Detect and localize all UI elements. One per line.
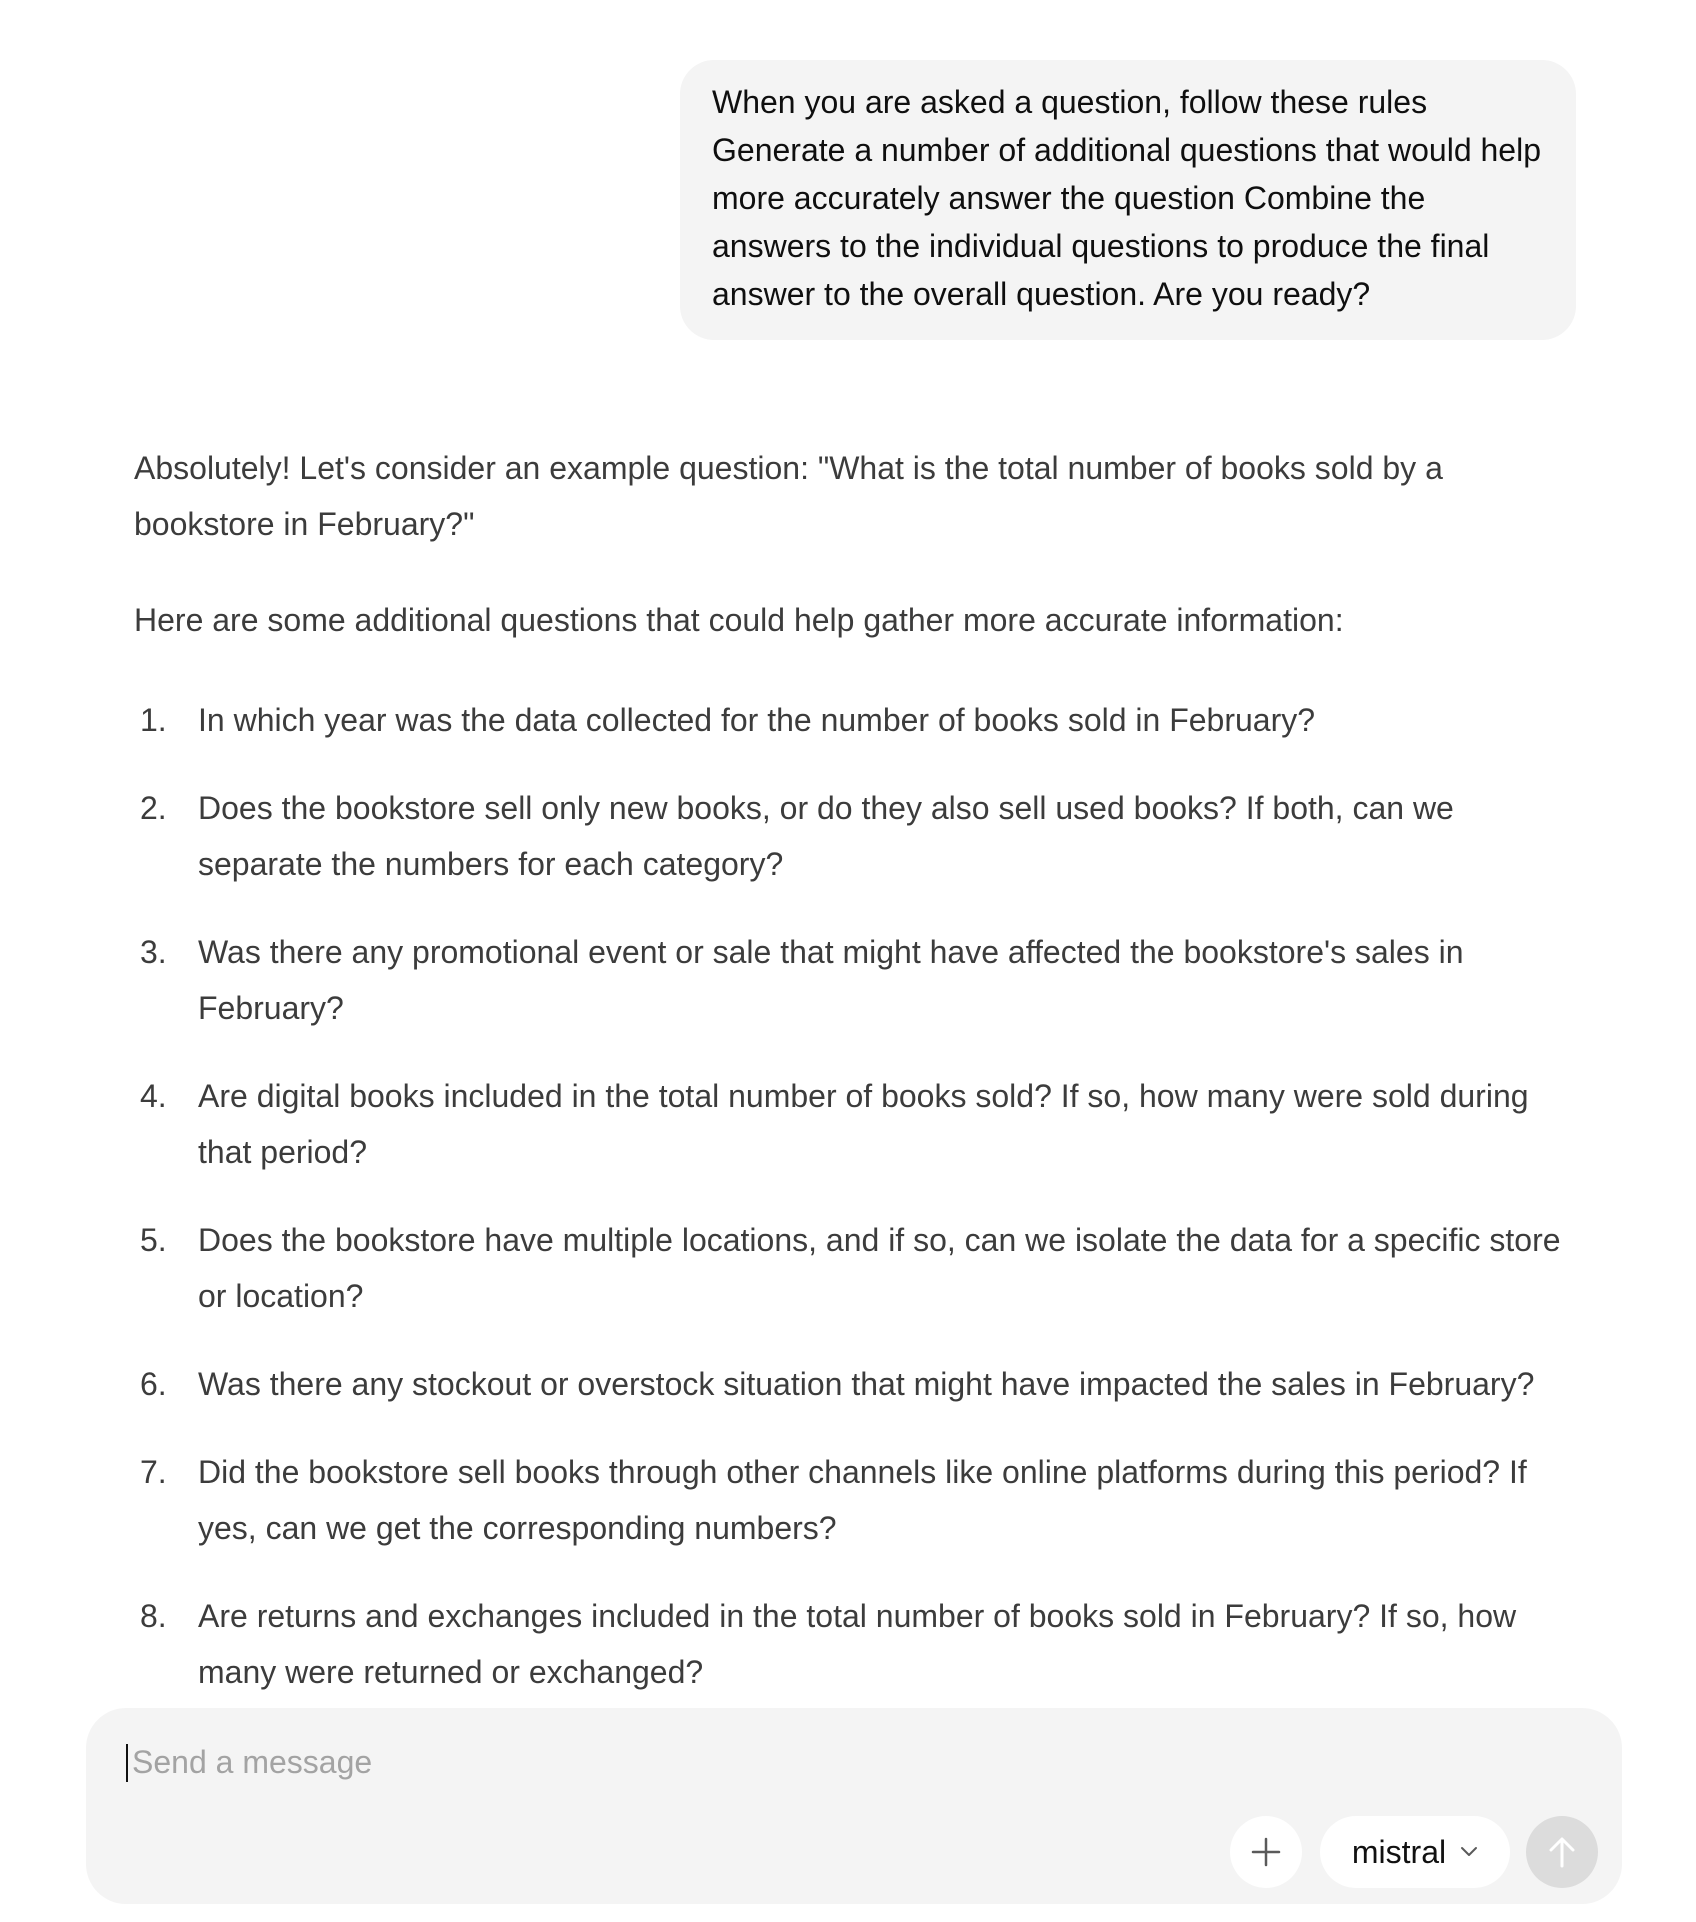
list-item: [134, 1356, 1574, 1412]
assistant-intro: Absolutely! Let's consider an example question: "What is the total number of books sold by a bookstore in February?": [134, 450, 1443, 542]
arrow-up-icon: [1546, 1834, 1578, 1870]
list-item-number: 2.: [140, 790, 167, 826]
list-item-text: Are digital books included in the total number of books sold? If so, how many were sold during that period?: [198, 1078, 1529, 1170]
list-item: [134, 1588, 1574, 1700]
list-item-number: 6.: [140, 1366, 167, 1402]
list-item-text: Does the bookstore have multiple locations, and if so, can we isolate the data for a specific store or location?: [198, 1222, 1561, 1314]
list-item-text: Was there any promotional event or sale that might have affected the bookstore's sales in February?: [198, 934, 1464, 1026]
list-item-text: Does the bookstore sell only new books, or do they also sell used books? If both, can we separate the numbers for each category?: [198, 790, 1454, 882]
list-item: [134, 924, 1574, 1036]
list-item-number: 4.: [140, 1078, 167, 1114]
plus-icon: [1249, 1835, 1283, 1869]
list-item-number: 5.: [140, 1222, 167, 1258]
message-input[interactable]: [126, 1738, 1432, 1786]
list-item: [134, 692, 1574, 748]
user-message-bubble: [680, 60, 1576, 340]
list-item: [134, 1212, 1574, 1324]
user-message-text: When you are asked a question, follow these rules Generate a number of additional questions that would help more accurately answer the question Combine the answers to the individual questions to produce the final answer to the overall question. Are you ready?: [712, 84, 1541, 312]
list-item-text: Are returns and exchanges included in the total number of books sold in February? If so, how many were returned or exchanged?: [198, 1598, 1517, 1690]
list-item-text: Was there any stockout or overstock situation that might have impacted the sales in February?: [198, 1366, 1535, 1402]
model-name: mistral: [1351, 1833, 1447, 1870]
list-item: [134, 1444, 1574, 1556]
assistant-lead: Here are some additional questions that could help gather more accurate information:: [134, 602, 1344, 638]
question-list: [134, 692, 1574, 1700]
send-button[interactable]: [1526, 1816, 1598, 1888]
list-item: [134, 1068, 1574, 1180]
assistant-message: [134, 440, 1574, 1732]
list-item: [134, 780, 1574, 892]
message-composer: [86, 1708, 1622, 1904]
list-item-text: In which year was the data collected for the number of books sold in February?: [198, 702, 1316, 738]
chevron-down-icon: [1460, 1846, 1478, 1858]
list-item-number: 1.: [140, 702, 167, 738]
attach-button[interactable]: [1230, 1816, 1302, 1888]
model-selector[interactable]: [1320, 1816, 1510, 1888]
list-item-text: Did the bookstore sell books through other channels like online platforms during this period? If yes, can we get the corresponding numbers?: [198, 1454, 1527, 1546]
list-item-number: 7.: [140, 1454, 167, 1490]
list-item-number: 3.: [140, 934, 167, 970]
list-item-number: 8.: [140, 1598, 167, 1634]
